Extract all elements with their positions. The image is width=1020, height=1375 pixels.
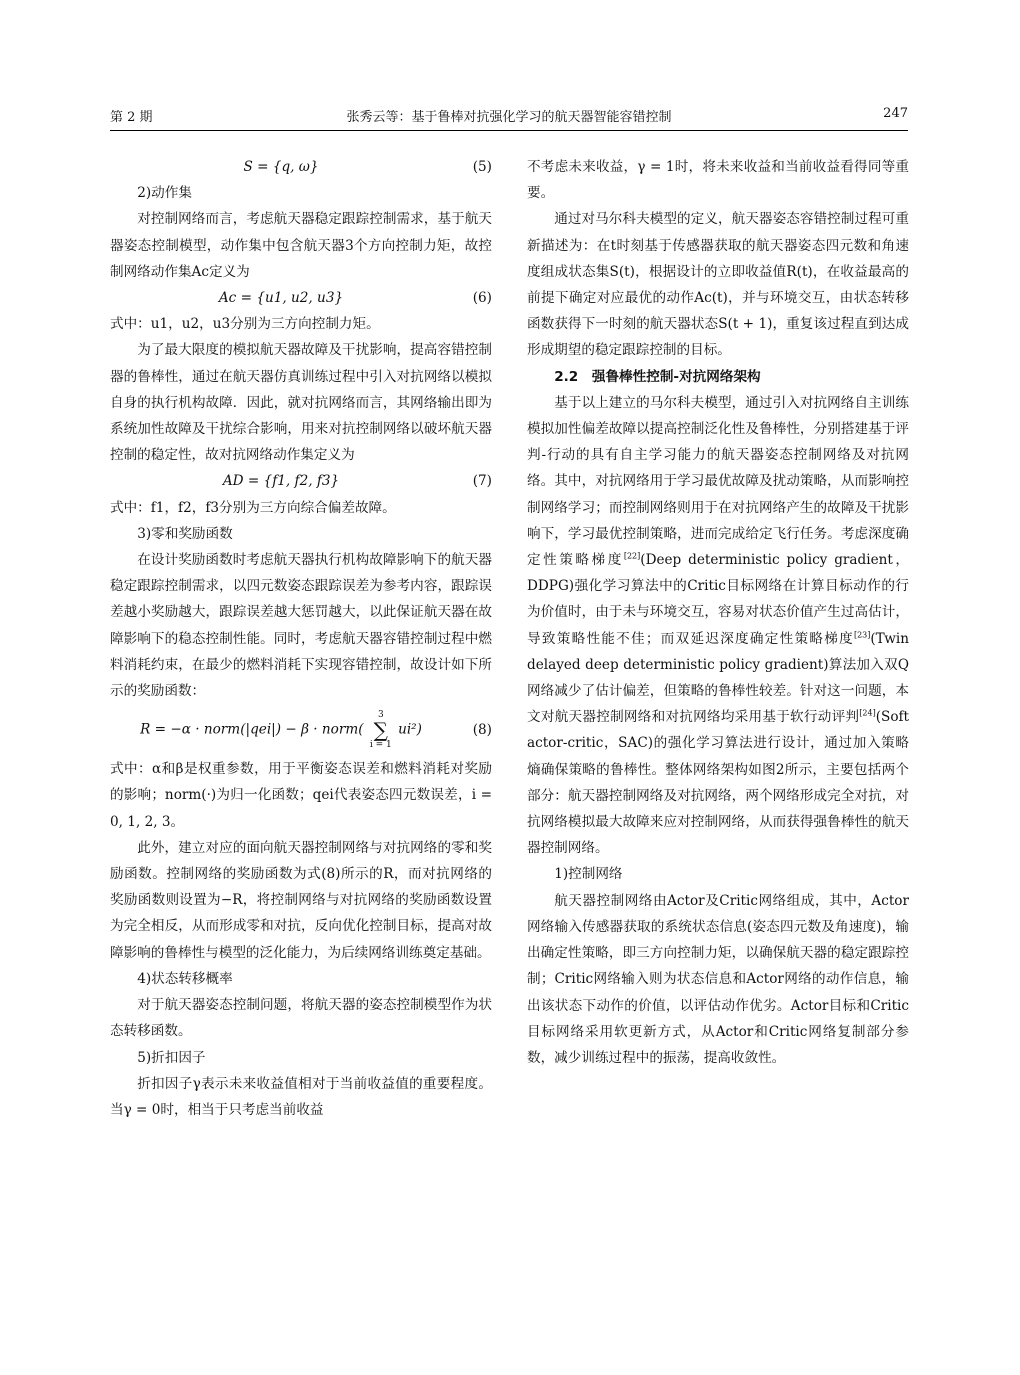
- paragraph: 此外，建立对应的面向航天器控制网络与对抗网络的零和奖励函数。控制网络的奖励函数为式(8)所示的R，而对抗网络的奖励函数则设置为−R，将控制网络与对抗网络的奖励函数设置为完全相反，从而形成零和对抗，反向优化控制目标，提高对故障影响的鲁棒性与模型的泛化能力，为后续网络训练奠定基础。: [110, 839, 492, 961]
- running-header: [110, 106, 908, 130]
- citation-23: [23]: [853, 630, 871, 640]
- paragraph: 折扣因子γ表示未来收益值相对于当前收益值的重要程度。当γ = 0时，相当于只考虑当前收益: [110, 1075, 492, 1118]
- heading-control-network: 1)控制网络: [554, 866, 623, 883]
- paragraph: 为了最大限度的模拟航天器故障及干扰影响，提高容错控制器的鲁棒性，通过在航天器仿真训练过程中引入对抗网络以模拟自身的执行机构故障．因此，就对抗网络而言，其网络输出即为系统加性故障及干扰综合影响，用来对抗控制网络以破坏航天器控制的稳定性，故对抗网络动作集定义为: [110, 342, 492, 464]
- equation-8-part2: ui²): [398, 721, 422, 738]
- citation-24: [24]: [859, 708, 876, 718]
- paragraph: 式中：f1，f2，f3分别为三方向综合偏差故障。: [110, 499, 396, 516]
- paragraph: 通过对马尔科夫模型的定义，航天器姿态容错控制过程可重新描述为：在t时刻基于传感器获取的航天器姿态四元数和角速度组成状态集S(t)，根据设计的立即收益值R(t)，在收益最高的前提下确定对应最优的动作Ac(t)，并与环境交互，由状态转移函数获得下一时刻的航天器状态S(t + 1)，重复该过程直到达成形成期望的稳定跟踪控制的目标。: [527, 211, 909, 359]
- heading-action-set: 2)动作集: [137, 185, 192, 202]
- left-column: [110, 154, 492, 1123]
- paragraph: 式中：α和β是权重参数，用于平衡姿态误差和燃料消耗对奖励的影响；norm(·)为归一化函数；qei代表姿态四元数误差，i = 0, 1, 2, 3。: [110, 761, 492, 830]
- equation-7-expr: AD = {f1, f2, f3}: [222, 473, 340, 490]
- heading-reward: 3)零和奖励函数: [137, 525, 233, 542]
- paragraph: 在设计奖励函数时考虑航天器执行机构故障影响下的航天器稳定跟踪控制需求，以四元数姿态跟踪误差为参考内容，跟踪误差越小奖励越大，跟踪误差越大惩罚越大，以此保证航天器在故障影响下的稳态控制性能。同时，考虑航天器容错控制过程中燃料消耗约束，在最少的燃料消耗下实现容错控制，故设计如下所示的奖励函数：: [110, 552, 492, 700]
- summation-sign: ∑: [373, 718, 388, 743]
- equation-7: [110, 468, 492, 494]
- text-run: 基于以上建立的马尔科夫模型，通过引入对抗网络自主训练模拟加性偏差故障以提高控制泛化性及鲁棒性，分别搭建基于评判-行动的具有自主学习能力的航天器姿态控制网络及对抗网络。其中，对抗网络用于学习最优故障及扰动策略，从而影响控制网络学习；而控制网络则用于在对抗网络产生的故障及干扰影响下，学习最优控制策略，进而完成给定飞行任务。考虑深度确定性策略梯度: [527, 394, 909, 569]
- paragraph: 对于航天器姿态控制问题，将航天器的姿态控制模型作为状态转移函数。: [110, 997, 492, 1040]
- equation-8-expr: [110, 710, 452, 750]
- equation-6-number: (6): [472, 290, 492, 307]
- paragraph: [527, 390, 909, 862]
- right-column: [527, 154, 909, 1071]
- heading-discount: 5)折扣因子: [137, 1049, 206, 1066]
- equation-6: [110, 285, 492, 311]
- equation-6-expr: Ac = {u1, u2, u3}: [218, 290, 344, 307]
- equation-5-expr: S = {q, ω}: [243, 159, 319, 175]
- equation-5: [110, 154, 492, 180]
- text-run: (Twin delayed deep deterministic policy gradient)算法加入双Q网络减少了估计偏差，但策略的鲁棒性较差。针对这一问题，本文对航天器控制网络和对抗网络均采用基于软行动评判: [527, 630, 909, 726]
- paragraph: 式中：u1，u2，u3分别为三方向控制力矩。: [110, 316, 380, 333]
- text-run: (Soft actor-critic，SAC)的强化学习算法进行设计，通过加入策略熵确保策略的鲁棒性。整体网络架构如图2所示，主要包括两个部分：航天器控制网络及对抗网络，两个网络形成完全对抗，对抗网络模拟最大故障来应对控制网络，从而获得强鲁棒性的航天器控制网络。: [527, 709, 909, 857]
- running-title: 张秀云等：基于鲁棒对抗强化学习的航天器智能容错控制: [346, 110, 672, 125]
- citation-22: [22]: [623, 551, 641, 561]
- equation-8-part1: R = −α · norm(|qei|) − β · norm(: [140, 721, 364, 738]
- summation-lower: i = 1: [369, 740, 392, 751]
- header-rule: [110, 130, 908, 131]
- summation-upper: 3: [377, 710, 384, 721]
- paragraph: 对控制网络而言，考虑航天器稳定跟踪控制需求，基于航天器姿态控制模型，动作集中包含航天器3个方向控制力矩，故控制网络动作集Ac定义为: [110, 211, 492, 280]
- page-number: 247: [883, 106, 908, 121]
- equation-8-number: (8): [472, 722, 492, 739]
- section-heading-2-2: 2.2 强鲁棒性控制-对抗网络架构: [554, 368, 761, 385]
- paragraph: 不考虑未来收益，γ = 1时，将未来收益和当前收益看得同等重要。: [527, 159, 909, 202]
- equation-5-number: (5): [472, 159, 492, 175]
- issue-number: 第 2 期: [110, 110, 153, 125]
- equation-7-number: (7): [472, 473, 492, 490]
- text-run: (Deep deterministic policy gradient，DDPG)强化学习算法中的Critic目标网络在计算目标动作的行为价值时，由于未与环境交互，容易对状态价值产生过高估计，导致策略性能不佳；而双延迟深度确定性策略梯度: [527, 552, 909, 647]
- heading-transition: 4)状态转移概率: [137, 970, 233, 987]
- summation: [370, 710, 392, 750]
- equation-8: [110, 704, 492, 756]
- paragraph: 航天器控制网络由Actor及Critic网络组成，其中，Actor网络输入传感器获取的系统状态信息(姿态四元数及角速度)，输出确定性策略，即三方向控制力矩，以确保航天器的稳定跟踪控制；Critic网络输入则为状态信息和Actor网络的动作信息，输出该状态下动作的价值，以评估动作优劣。Actor目标和Critic目标网络采用软更新方式，从Actor和Critic网络复制部分参数，减少训练过程中的振荡，提高收敛性。: [527, 892, 909, 1066]
